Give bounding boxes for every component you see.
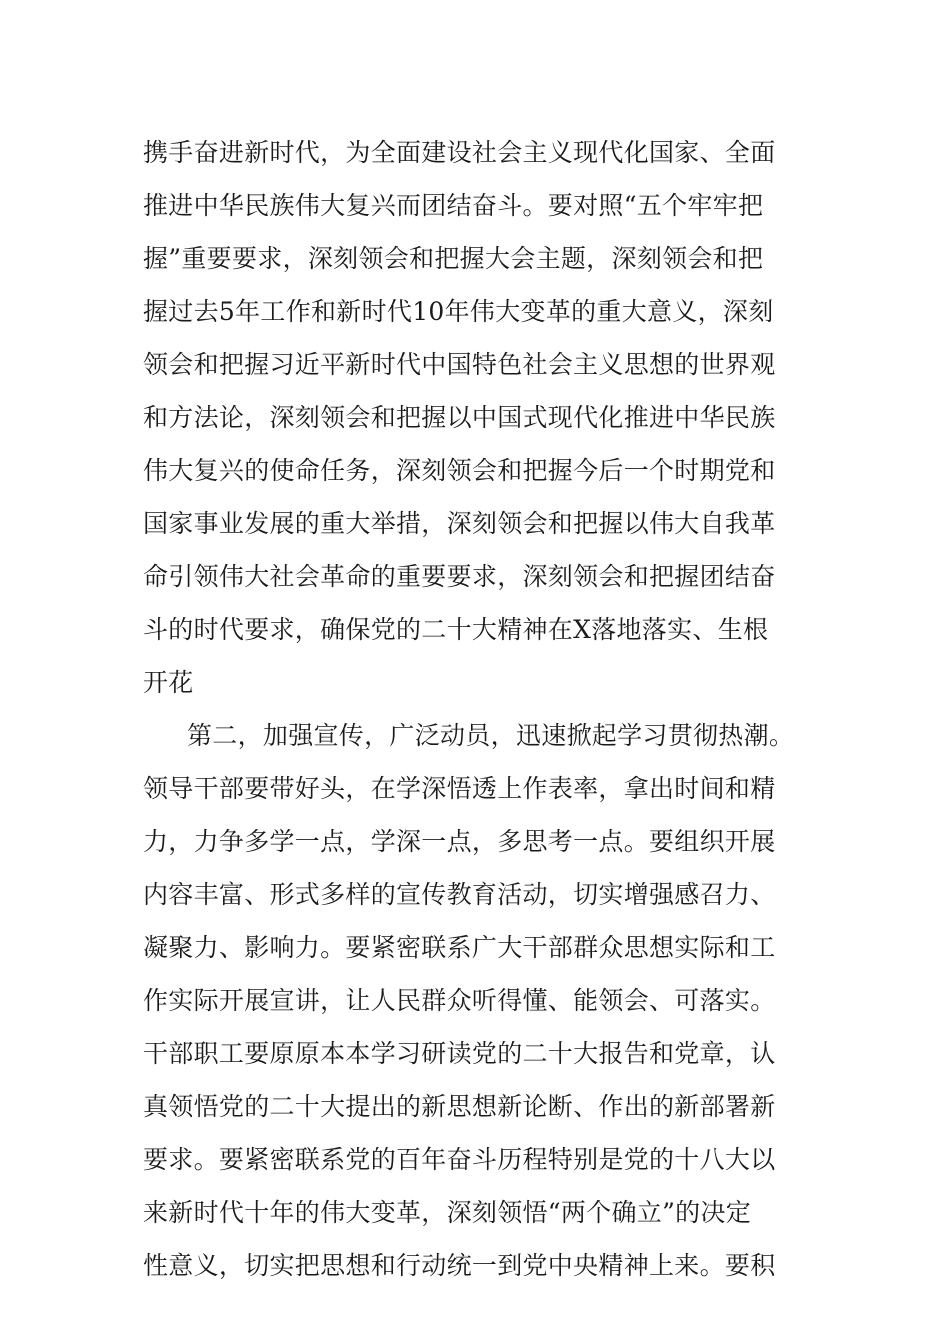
text-line: 推进中华民族伟大复兴而团结奋斗。要对照“五个牢牢把 xyxy=(143,191,764,220)
text-line: 握”重要要求，深刻领会和把握大会主题，深刻领会和把 xyxy=(143,244,764,273)
text-line: 凝聚力、影响力。要紧密联系广大干部群众思想实际和工 xyxy=(143,933,776,962)
text-line: 要求。要紧密联系党的百年奋斗历程特别是党的十八大以 xyxy=(143,1145,776,1174)
text-line: 力，力争多学一点，学深一点，多思考一点。要组织开展 xyxy=(143,827,776,856)
text-line: 性意义，切实把思想和行动统一到党中央精神上来。要积 xyxy=(143,1251,776,1280)
text-line: 携手奋进新时代，为全面建设社会主义现代化国家、全面 xyxy=(143,138,776,167)
text-line: 真领悟党的二十大提出的新思想新论断、作出的新部署新 xyxy=(143,1092,776,1121)
text-line: 领会和把握习近平新时代中国特色社会主义思想的世界观 xyxy=(143,350,776,379)
text-line: 内容丰富、形式多样的宣传教育活动，切实增强感召力、 xyxy=(143,880,776,909)
text-line: 握过去5年工作和新时代10年伟大变革的重大意义，深刻 xyxy=(143,297,774,326)
text-line: 和方法论，深刻领会和把握以中国式现代化推进中华民族 xyxy=(143,403,776,432)
text-line: 伟大复兴的使命任务，深刻领会和把握今后一个时期党和 xyxy=(143,456,776,485)
body-text xyxy=(143,126,813,1292)
paragraph-start-line: 第二，加强宣传，广泛动员，迅速掀起学习贯彻热潮。 xyxy=(187,721,795,750)
text-line: 开花 xyxy=(143,668,194,697)
text-line: 斗的时代要求，确保党的二十大精神在X落地落实、生根 xyxy=(143,615,769,644)
text-line: 作实际开展宣讲，让人民群众听得懂、能领会、可落实。 xyxy=(143,986,776,1015)
text-line: 国家事业发展的重大举措，深刻领会和把握以伟大自我革 xyxy=(143,509,776,538)
text-line: 命引领伟大社会革命的重要要求，深刻领会和把握团结奋 xyxy=(143,562,776,591)
text-line: 干部职工要原原本本学习研读党的二十大报告和党章，认 xyxy=(143,1039,776,1068)
text-line: 领导干部要带好头，在学深悟透上作表率，拿出时间和精 xyxy=(143,774,776,803)
text-line: 来新时代十年的伟大变革，深刻领悟“两个确立”的决定 xyxy=(143,1198,752,1227)
